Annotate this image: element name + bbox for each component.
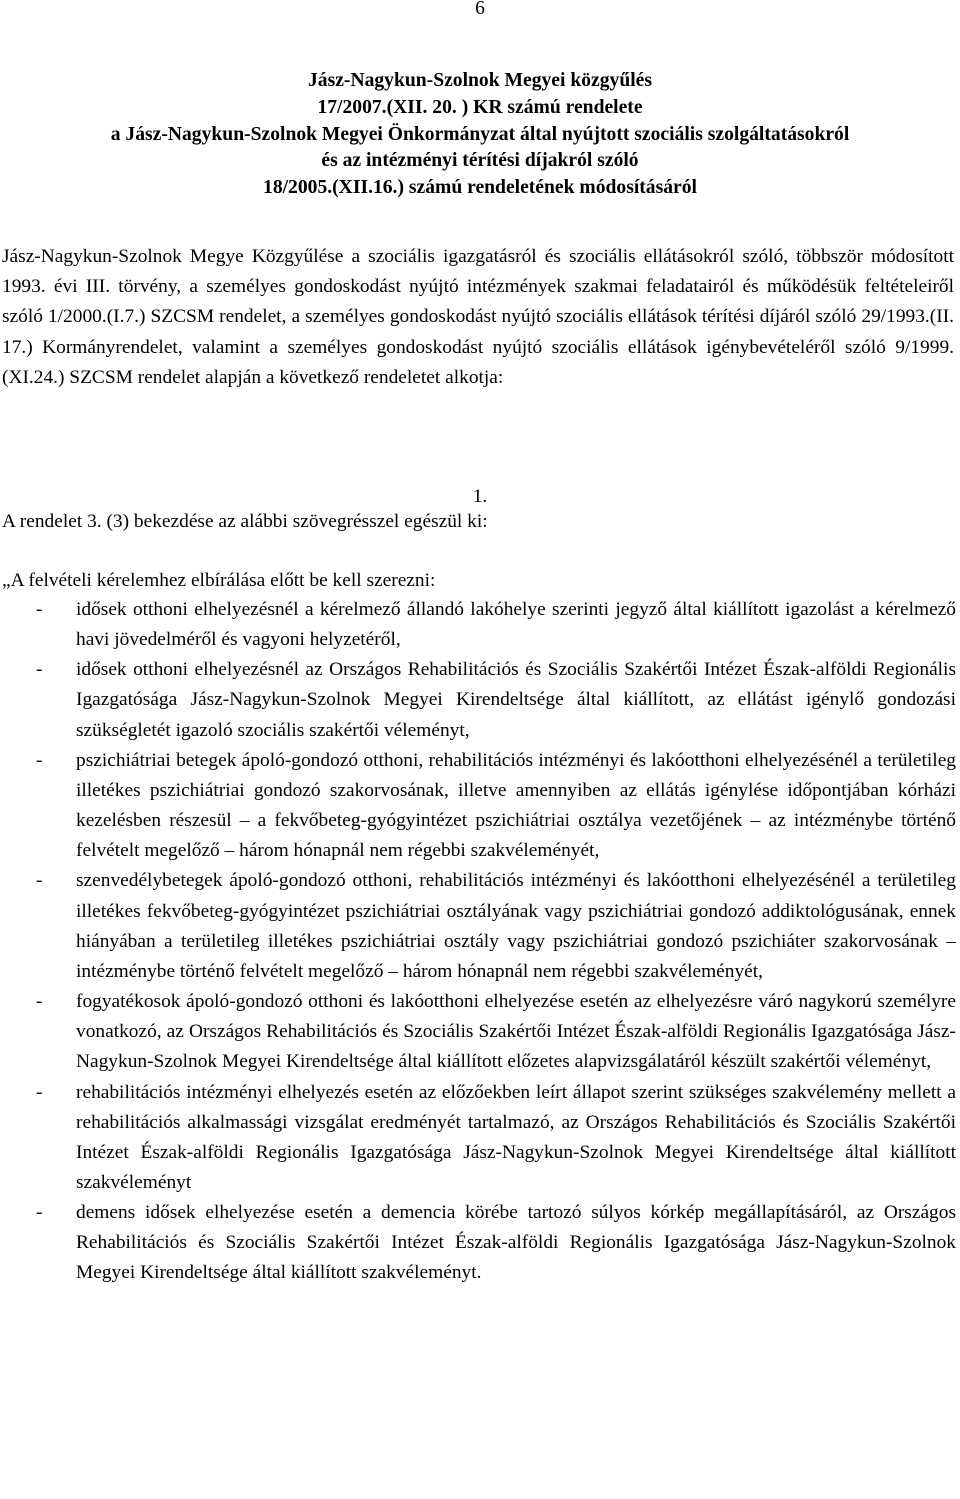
title-line: 18/2005.(XII.16.) számú rendeletének módosításáról: [263, 177, 697, 199]
title-line: és az intézményi térítési díjakról szóló: [321, 150, 639, 172]
requirements-list: [2, 595, 956, 1289]
list-item-text: idősek otthoni elhelyezésnél az Országos Rehabilitációs és Szociális Szakértői Intézet Észak-alföldi Regionális Igazgatósága Jász-Nagykun-Szolnok Megyei Kirendeltsége által kiállított, az ellátást igénylő gondozási szükségletét igazoló szociális szakértői véleményt,: [76, 659, 956, 741]
list-dash: -: [36, 659, 43, 681]
list-dash: -: [36, 991, 43, 1013]
list-item: [2, 655, 956, 745]
list-item-text: demens idősek elhelyezése esetén a demencia körébe tartozó súlyos kórkép megállapításáról, az Országos Rehabilitációs és Szociális Szakértői Intézet Észak-alföldi Regionális Igazgatósága Jász-Nagykun-Szolnok Megyei Kirendeltsége által kiállított szakvéleményt.: [76, 1202, 956, 1284]
list-dash: -: [36, 749, 43, 771]
list-item-text: fogyatékosok ápoló-gondozó otthoni és lakóotthoni elhelyezése esetén az elhelyezésre váró nagykorú személyre vonatkozó, az Országos Rehabilitációs és Szociális Szakértői Intézet Észak-alföldi Regionális Igazgatósága Jász-Nagykun-Szolnok Megyei Kirendeltsége által kiállított előzetes alapvizsgálatáról készült szakértői véleményt,: [76, 991, 956, 1073]
list-item: [2, 987, 956, 1077]
list-item-text: szenvedélybetegek ápoló-gondozó otthoni, rehabilitációs intézményi és lakóotthoni elhelyezésénél a területileg illetékes fekvőbeteg-gyógyintézet pszichiátriai osztályának vagy pszichiátriai gondozó addiktológusának, ennek hiányában a területileg illetékes pszichiátriai osztály vagy pszichiátriai gondozó pszichiáter szakorvosának – intézménybe történő felvételt megelőző – három hónapnál nem régebbi szakvéleményét,: [76, 870, 956, 982]
page-number: 6: [475, 0, 485, 19]
list-item-text: pszichiátriai betegek ápoló-gondozó otthoni, rehabilitációs intézményi és lakóotthoni elhelyezésénél a területileg illetékes pszichiátriai gondozó szakorvosának, illetve amennyiben az ellátás igénylése időpontjában kórházi kezelésben részesül – a fekvőbeteg-gyógyintézet pszichiátriai osztálya vezetőjének – az intézménybe történő felvételt megelőző – három hónapnál nem régebbi szakvéleményét,: [76, 749, 956, 862]
list-item: [2, 1078, 956, 1199]
title-line: Jász-Nagykun-Szolnok Megyei közgyűlés: [308, 70, 652, 91]
list-item-text: idősek otthoni elhelyezésnél a kérelmező állandó lakóhelye szerinti jegyző által kiállított igazolást a kérelmező havi jövedelméről és vagyoni helyzetéről,: [76, 599, 956, 651]
list-dash: -: [36, 1081, 43, 1103]
title-line: a Jász-Nagykun-Szolnok Megyei Önkormányzat által nyújtott szociális szolgáltatásokról: [110, 123, 850, 145]
preamble-paragraph: Jász-Nagykun-Szolnok Megye Közgyűlése a szociális igazgatásról és szociális ellátásokról szóló, többször módosított 1993. évi III. törvény, a személyes gondoskodást nyújtó intézmények szakmai feladatairól és működésük feltételeiről szóló 1/2000.(I.7.) SZCSM rendelet, a személyes gondoskodást nyújtó szociális ellátások térítési díjáról szóló 29/1993.(II. 17.) Kormányrendelet, valamint a személyes gondoskodást nyújtó szociális ellátások igénybevételéről szóló 9/1999.(XI.24.) SZCSM rendelet alapján a következő rendeletet alkotja:: [2, 246, 954, 388]
list-item: [2, 595, 956, 655]
list-item: [2, 866, 956, 987]
list-dash: -: [36, 599, 43, 620]
list-item-text: rehabilitációs intézményi elhelyezés esetén az előzőekben leírt állapot szerint szükséges szakvélemény mellett a rehabilitációs alkalmassági vizsgálat eredményét tartalmazó, az Országos Rehabilitációs és Szociális Szakértői Intézet Észak-alföldi Regionális Igazgatósága Jász-Nagykun-Szolnok Megyei Kirendeltsége által kiállított szakvéleményt: [76, 1081, 956, 1193]
section-number: 1.: [472, 486, 488, 507]
quoted-text-intro: „A felvételi kérelemhez elbírálása előtt be kell szerezni:: [2, 570, 436, 591]
list-dash: -: [36, 1202, 43, 1224]
list-item: [2, 1198, 956, 1288]
list-dash: -: [36, 870, 43, 892]
regulation-title: [0, 68, 960, 202]
amendment-statement: A rendelet 3. (3) bekezdése az alábbi szövegrésszel egészül ki:: [2, 511, 488, 532]
list-item: [2, 746, 956, 867]
title-line: 17/2007.(XII. 20. ) KR számú rendelete: [317, 96, 643, 118]
